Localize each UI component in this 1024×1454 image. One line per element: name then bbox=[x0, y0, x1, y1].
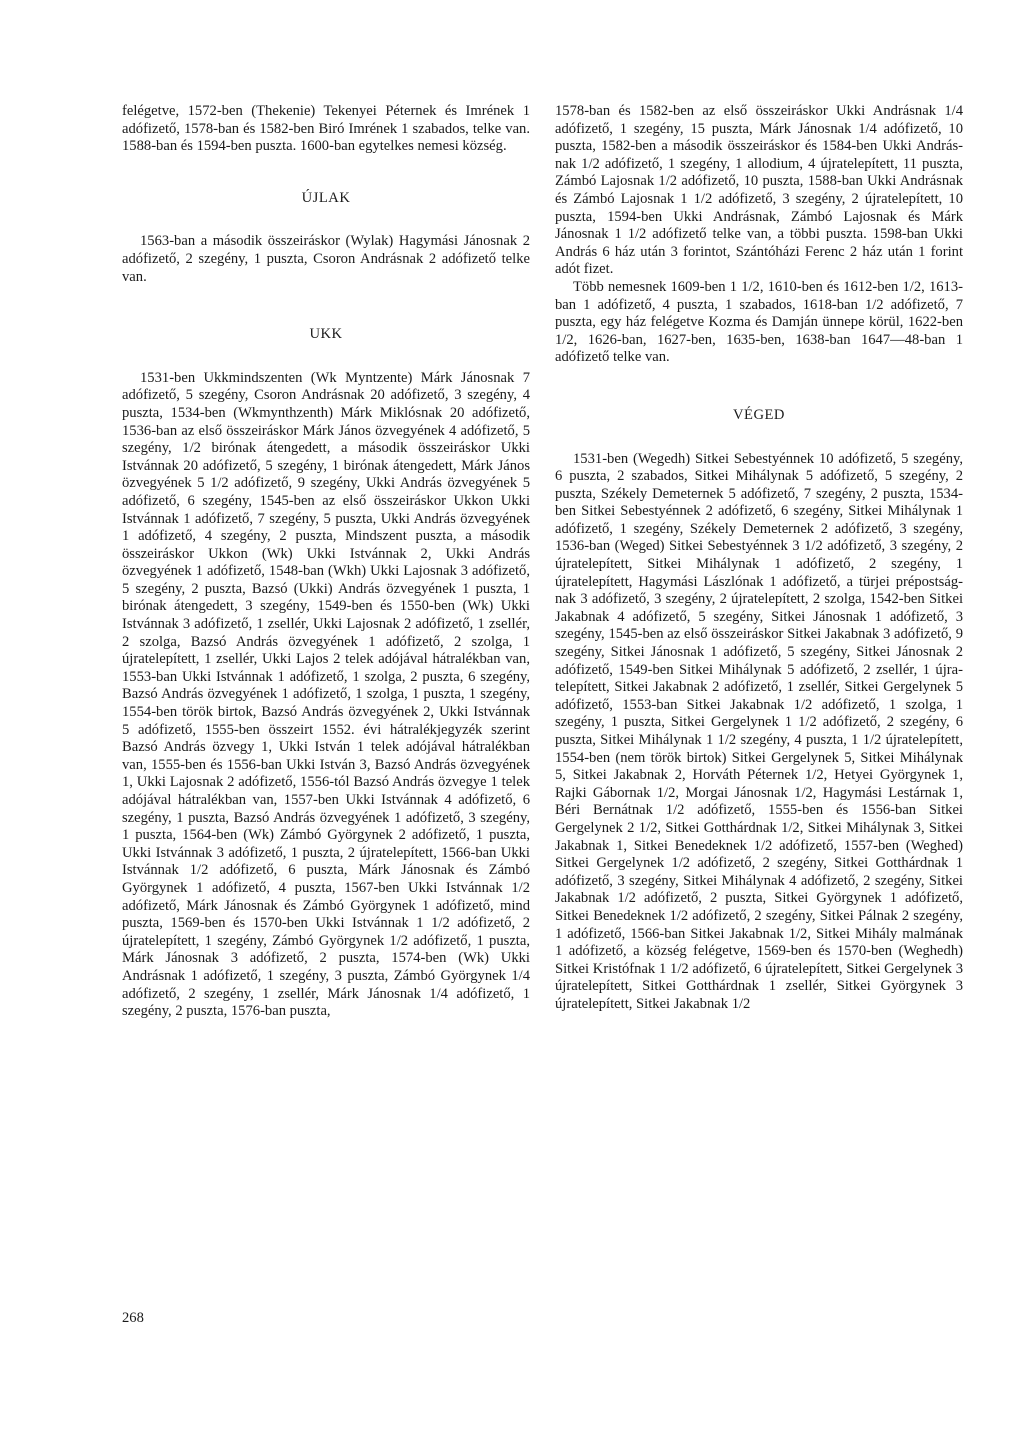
ujlak-paragraph: 1563-ban a második összeiráskor (Wylak) Hagymási Jánosnak 2 adófizető, 2 szegény, 1 puszta, Csoron Andrásnak 2 adófizető telke van. bbox=[122, 233, 530, 285]
section-heading-veged: VÉGED bbox=[733, 406, 785, 423]
page-number: 268 bbox=[122, 1310, 144, 1326]
ukk-paragraph: 1531-ben Ukkmindszenten (Wk Myntzente) Márk Jánosnak 7 adófizető, 5 szegény, Csoron Andrásnak 20 adófizető, 3 szegény, 4 puszta, 1534-ben (Wkmynthzenth) Márk Miklósnak 20 adófizető, 1536-ban az első összeiráskor Márk János özvegyének 4 adófizető, 5 szegény, 1/2 birónak átengedett, a második összeiráskor Ukki Istvánnak 20 adófizető, 5 szegény, 1 birónak átengedett, Márk János özvegyének 5 1/2 adófizető, 9 szegény, Ukki András özvegyének 5 adófizető, 6 szegény, 1545-ben az első összeiráskor Ukkon Ukki Istvánnak 1 adófizető, 7 szegény, 5 puszta, Ukki András özvegyének 1 adófizető, 4 szegény, 2 puszta, Mindszent puszta, a második összeiráskor Ukkon (Wk) Ukki Istvánnak 2, Ukki András özvegyének 1 adófizető, 1548-ban (Wkh) Ukki Lajosnak 3 adófizető, 5 szegény, 2 puszta, Bazsó (Ukki) András özvegyének 1 puszta, 1 birónak átengedett, 3 szegény, 1549-ben és 1550-ben (Wk) Ukki Istvánnak 3 adófizető, 1 zsellér, Ukki Lajosnak 2 adófizető, 1 zsellér, 2 szolga, Bazsó András özvegyének 1 adófizető, 2 szolga, 1 újratelepített, 1 zsellér, Ukki Lajos 2 telek adójával hátralékban van, 1553-ban Ukki Istvánnak 1 adófizető, 1 szolga, 2 puszta, 6 szegény, Bazsó András özvegyének 1 adófizető, 1 szolga, 1 puszta, 1 szegény, 1554-ben török birtok, Bazsó András özvegyének 2, Ukki Istvánnak 5 adófizető, 1555-ben összeirt 1552. évi hátralékjegyzék szerint Bazsó András özvegy 1, Ukki István 1 telek adójával hátralékban van, 1555-ben és 1556-ban Ukki István 3, Bazsó András özvegyének 1, Ukki Lajosnak 2 adófizető, 1556-tól Bazsó András özvegye 1 telek adójával hátralékban van, 1557-ben Ukki Istvánnak 4 adófizető, 6 szegény, 1 puszta, Bazsó András özvegyének 1 adófizető, 3 szegény, 1 puszta, 1564-ben (Wk) Zámbó Györgynek 2 adófizető, 1 puszta, Ukki Istvánnak 3 adófizető, 1 puszta, 2 újratelepített, 1566-ban Ukki Istvánnak 1/2 adófizető, 6 puszta, Márk Jánosnak és Zámbó Györgynek 1 adófizető, 4 puszta, 1567-ben Ukki Istvánnak 1/2 adófizető, Márk Jánosnak és Zámbó Györgynek 1 adófizető, mind puszta, 1569-ben és 1570-ben Ukki Istvánnak 1 1/2 adófizető, 2 újratelepített, 1 szegény, Zámbó Györgynek 1/2 adófizető, 1 puszta, Márk Jánosnak 3 adófizető, 2 puszta, 1574-ben (Wk) Ukki Andrásnak 1 adófizető, 1 szegény, 3 puszta, Zámbó Györgynek 1/4 adófizető, 2 szegény, 1 zsellér, Márk Jánosnak 1/4 adófizető, 1 szegény, 2 puszta, 1576-ban puszta, bbox=[122, 369, 530, 1020]
right-column bbox=[555, 103, 963, 1014]
section-heading-ujlak: ÚJLAK bbox=[301, 189, 351, 206]
intro-paragraph: felégetve, 1572-ben (Thekenie) Tekenyei Péternek és Imrének 1 adófizető, 1578-ban és 1582-ben Biró Imrének 1 szabados, telke van. 1588-ban és 1594-ben puszta. 1600-ban egytelkes nemesi község. bbox=[122, 103, 530, 155]
left-column bbox=[122, 103, 530, 1021]
nobles-paragraph: Több nemesnek 1609-ben 1 1/2, 1610-ben és 1612-ben 1/2, 1613-ban 1 adófizető, 4 puszta, 1 szabados, 1618-ban 1/2 adófizető, 7 puszta, egy ház felégetve Kozma és Damján ünnepe körül, 1622-ben 1/2, 1626-ban, 1627-ben, 1635-ben, 1638-ban 1647—48-ban 1 adófizető telke van. bbox=[555, 278, 963, 366]
section-heading-ukk: UKK bbox=[309, 326, 343, 343]
veged-paragraph: 1531-ben (Wegedh) Sitkei Sebestyénnek 10 adófizető, 5 szegény, 6 puszta, 2 szabados, Sitkei Mihálynak 5 adófizető, 5 szegény, 2 puszta, Székely Demeternek 5 adófizető, 7 szegény, 2 puszta, 1534-ben Sitkei Sebestyénnek 2 adófizető, 6 szegény, Sitkei Mihálynak 1 adófizető, 1 szegény, Székely Demeternek 2 adófizető, 3 szegény, 1536-ban (Weged) Sitkei Sebestyénnek 3 1/2 adófizető, 3 szegény, 2 újratelepített, Sitkei Mihálynak 1 adófizető, 2 szegény, 1 újratelepített, Hagymási Lászlónak 1 adófizető, a türjei prépostságnak 3 adófizető, 3 szegény, 2 újratelepített, 2 szolga, 1542-ben Sitkei Jakabnak 4 adófizető, 5 szegény, Sitkei Jánosnak 1 adófizető, 3 szegény, 1545-ben az első összeiráskor Sitkei Jakabnak 3 adófizető, 9 szegény, Sitkei Jánosnak 1 adófizető, 5 szegény, Sitkei Jánosnak 2 adófizető, 1549-ben Sitkei Mihálynak 5 adófizető, 2 zsellér, 1 újratelepített, Sitkei Jakabnak 2 adófizető, 1 zsellér, Sitkei Gergelynek 5 adófizető, 1553-ban Sitkei Jakabnak 1/2 adófizető, 1 szolga, 1 szegény, 1 puszta, Sitkei Gergelynek 1 1/2 adófizető, 2 szegény, 6 puszta, Sitkei Mihálynak 1 1/2 szegény, 4 puszta, 1 1/2 újratelepített, 1554-ben (nem török birtok) Sitkei Gergelynek 5, Sitkei Mihálynak 5, Sitkei Jakabnak 2, Horváth Péternek 1/2, Hetyei Györgynek 1, Rajki Gábornak 1/2, Morgai Jánosnak 1/2, Hagymási Lestárnak 1, Béri Bernátnak 1/2 adófizető, 1555-ben és 1556-ban Sitkei Gergelynek 2 1/2, Sitkei Gotthárdnak 1/2, Sitkei Mihálynak 3, Sitkei Jakabnak 1, Sitkei Benedeknek 1/2 adófizető, 1557-ben (Weghed) Sitkei Gergelynek 1/2 adófizető, 2 szegény, Sitkei Gotthárdnak 1 adófizető, 3 szegény, Sitkei Mihálynak 4 adófizető, 2 szegény, Sitkei Jakabnak 1/2 adófizető, 2 puszta, Sitkei Györgynek 1 adófizető, Sitkei Benedeknek 1/2 adófizető, 2 szegény, Sitkei Pálnak 2 szegény, 1 adófizető, 1566-ban Sitkei Jakabnak 1/2, Sitkei Mihály malmának 1 adófizető, a község felégetve, 1569-ben és 1570-ben (Weghedh) Sitkei Kristófnak 1 1/2 adófizető, 6 újratelepített, Sitkei Gergelynek 3 újratelepített, Sitkei Gotthárdnak 1 zsellér, Sitkei Györgynek 3 újratelepített, Sitkei Jakabnak 1/2 bbox=[555, 450, 963, 1012]
ukk-continued-paragraph: 1578-ban és 1582-ben az első összeiráskor Ukki Andrásnak 1/4 adófizető, 1 szegény, 15 puszta, Márk Jánosnak 1/4 adófizető, 10 puszta, 1582-ben a második összeiráskor és 1584-ben Ukki Andrásnak 1/2 adófizető, 1 szegény, 1 allodium, 4 újratelepített, 11 puszta, Zámbó Lajosnak 1/2 adófizető, 10 puszta, 1588-ban Ukki Andrásnak és Zámbó Lajosnak 1 1/2 adófizető, 3 szegény, 2 újratelepített, 10 puszta, 1594-ben Ukki Andrásnak, Zámbó Lajosnak és Márk Jánosnak 1 1/2 adófizető telke van, a többi puszta. 1598-ban Ukki András 6 ház után 3 forintot, Szántóházi Ferenc 2 ház után 1 forint adót fizet. bbox=[555, 103, 963, 278]
